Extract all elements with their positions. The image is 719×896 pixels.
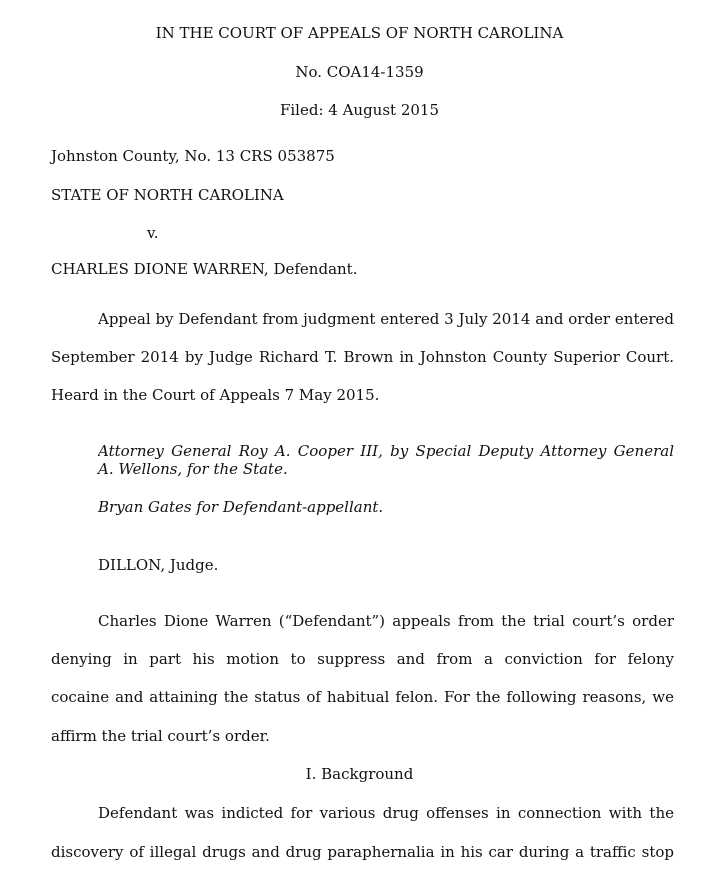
defendant-counsel: Bryan Gates for Defendant-appellant. [98, 498, 384, 516]
case-number: No. COA14-1359 [295, 63, 424, 81]
filed-date: Filed: 4 August 2015 [279, 101, 440, 119]
appeal-line: Heard in the Court of Appeals 7 May 2015. [51, 386, 380, 404]
background-line: discovery of illegal drugs and drug paraphernalia in his car during a traffic stop [51, 843, 674, 861]
plaintiff-name: STATE OF NORTH CAROLINA [51, 186, 284, 204]
judge-name: DILLON, Judge. [98, 556, 219, 574]
section-heading: I. Background [305, 765, 414, 783]
appeal-line: September 2014 by Judge Richard T. Brown in Johnston County Superior Court. [51, 348, 674, 366]
intro-line: Charles Dione Warren (“Defendant”) appeals from the trial court’s order [98, 612, 674, 630]
intro-line: cocaine and attaining the status of habitual felon. For the following reasons, we [51, 688, 674, 706]
defendant-name: CHARLES DIONE WARREN, Defendant. [51, 260, 358, 278]
versus: v. [147, 224, 159, 242]
court-title: IN THE COURT OF APPEALS OF NORTH CAROLINA [155, 24, 564, 42]
intro-line: denying in part his motion to suppress and from a conviction for felony [51, 650, 674, 668]
county-docket: Johnston County, No. 13 CRS 053875 [51, 147, 335, 165]
state-counsel-line: A. Wellons, for the State. [98, 460, 288, 478]
state-counsel-line: Attorney General Roy A. Cooper III, by Special Deputy Attorney General [98, 442, 674, 460]
intro-line: affirm the trial court’s order. [51, 727, 270, 745]
appeal-line: Appeal by Defendant from judgment entered 3 July 2014 and order entered [98, 310, 674, 328]
background-line: Defendant was indicted for various drug offenses in connection with the [98, 804, 674, 822]
